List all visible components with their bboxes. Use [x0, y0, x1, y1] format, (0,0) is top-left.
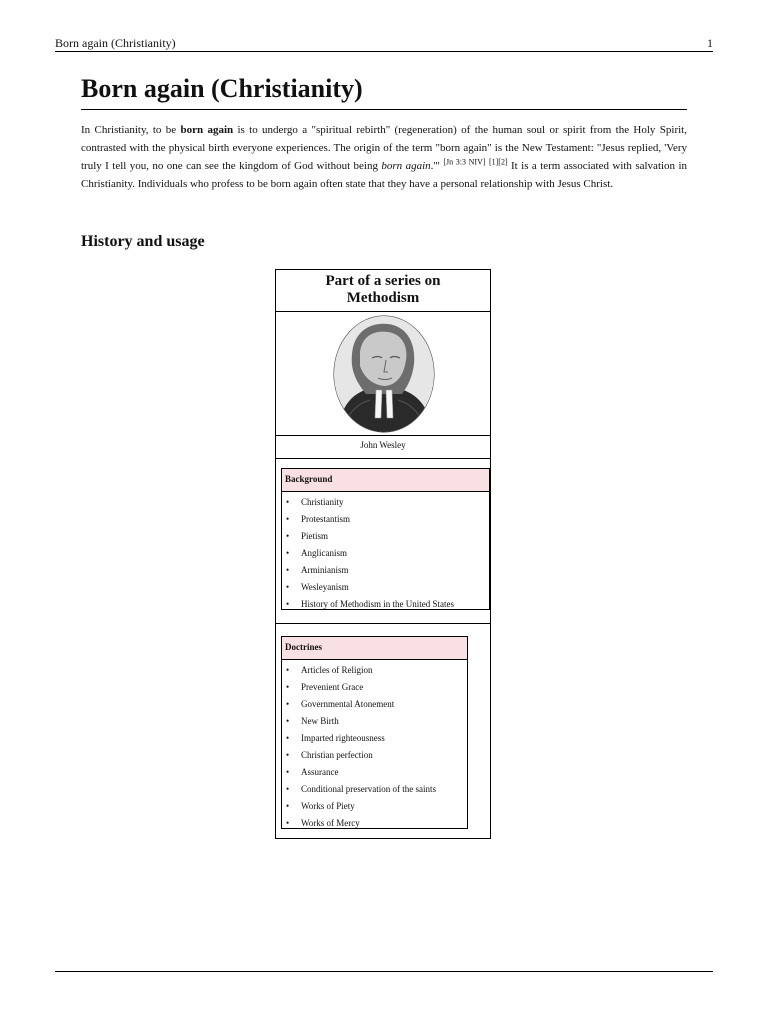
list-item[interactable]: • Christianity: [282, 494, 489, 511]
methodism-infobox: [275, 269, 491, 839]
infobox-title-line1: Part of a series on: [325, 273, 441, 289]
list-item[interactable]: • Anglicanism: [282, 545, 489, 562]
infobox-title-line2[interactable]: Methodism: [346, 290, 420, 306]
list-item[interactable]: • Protestantism: [282, 511, 489, 528]
background-heading: Background: [282, 469, 489, 492]
infobox-title: [276, 270, 490, 312]
intro-italic-term: born again: [381, 160, 431, 172]
list-item[interactable]: • Prevenient Grace: [282, 679, 467, 696]
list-item[interactable]: • Pietism: [282, 528, 489, 545]
footer-rule: [55, 971, 713, 972]
portrait-caption[interactable]: John Wesley: [276, 436, 490, 459]
background-list: [282, 492, 489, 613]
intro-text-1: In Christianity, to be: [81, 124, 181, 136]
intro-text-4: It is a term associated with salvation in Christianity. Individuals who profess to be born again often state that they have a personal relationship with Jesus Christ.: [81, 160, 688, 190]
list-item[interactable]: • History of Methodism in the United States: [282, 596, 489, 613]
page-number: 1: [707, 36, 713, 50]
list-item[interactable]: • New Birth: [282, 713, 467, 730]
infobox-portrait: [276, 312, 490, 436]
running-header-title: Born again (Christianity): [55, 36, 176, 50]
list-item[interactable]: • Arminianism: [282, 562, 489, 579]
list-item[interactable]: • Imparted righteousness: [282, 730, 467, 747]
doctrines-list: [282, 660, 467, 832]
intro-text-3: .'": [430, 160, 440, 172]
intro-bold-term: born again: [180, 124, 234, 136]
list-item[interactable]: • Governmental Atonement: [282, 696, 467, 713]
page-title: Born again (Christianity): [81, 72, 687, 110]
doctrines-navbox: [281, 636, 468, 829]
intro-paragraph: [81, 121, 687, 193]
section-heading-history: History and usage: [81, 233, 205, 250]
infobox-doctrines-section: [276, 624, 490, 840]
doctrines-heading: Doctrines: [282, 637, 467, 660]
list-item[interactable]: • Christian perfection: [282, 747, 467, 764]
portrait-engraving-icon[interactable]: [332, 314, 436, 434]
citation-scripture[interactable]: [Jn 3:3 NIV]: [443, 157, 486, 167]
list-item[interactable]: • Assurance: [282, 764, 467, 781]
list-item[interactable]: • Conditional preservation of the saints: [282, 781, 467, 798]
intro-text-2: is to undergo a "spiritual rebirth" (regeneration) of the human soul or spirit from the Holy Spirit, contrasted with the physical birth everyone experiences. The origin of the term "born again" is the New Testament: "Jesus replied, 'Very truly I tell you, no one can see the kingdom of God without being: [81, 124, 687, 172]
list-item[interactable]: • Articles of Religion: [282, 662, 467, 679]
list-item[interactable]: • Works of Piety: [282, 798, 467, 815]
list-item[interactable]: • Wesleyanism: [282, 579, 489, 596]
running-header: [55, 36, 713, 52]
list-item[interactable]: • Works of Mercy: [282, 815, 467, 832]
background-navbox: [281, 468, 490, 610]
citation-references[interactable]: [1][2]: [488, 157, 508, 167]
infobox-background-section: [276, 459, 490, 624]
